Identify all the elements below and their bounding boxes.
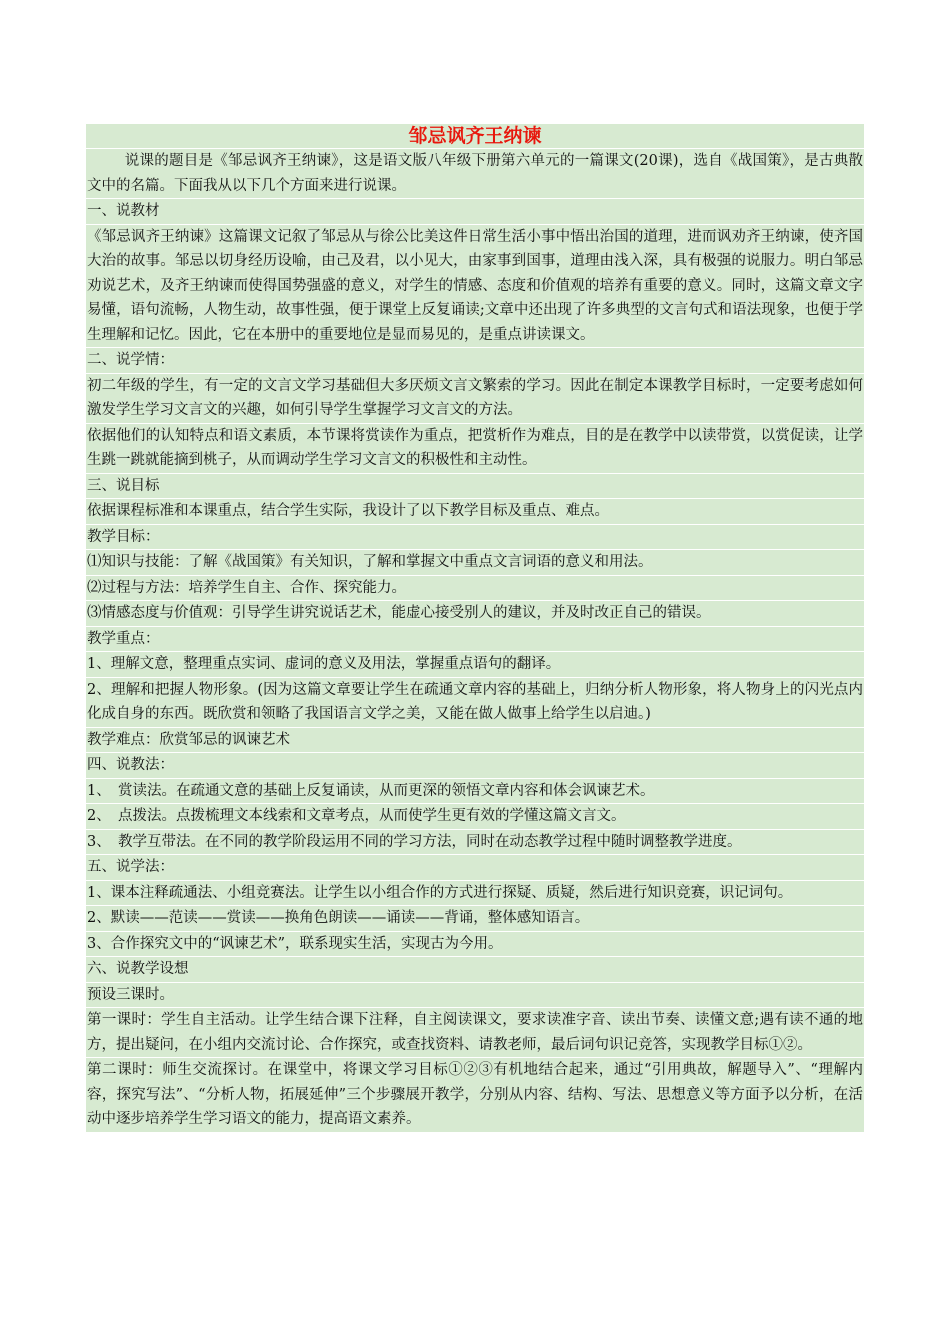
paragraph: 二、说学情： xyxy=(86,348,864,373)
paragraph: 依据课程标准和本课重点，结合学生实际，我设计了以下教学目标及重点、难点。 xyxy=(86,499,864,524)
paragraph: 说课的题目是《邹忌讽齐王纳谏》，这是语文版八年级下册第六单元的一篇课文(20课)，选自《战国策》，是古典散文中的名篇。下面我从以下几个方面来进行说课。 xyxy=(86,149,864,198)
paragraph: 教学难点：欣赏邹忌的讽谏艺术 xyxy=(86,728,864,753)
paragraph: 四、说教法： xyxy=(86,753,864,778)
paragraph: 教学目标： xyxy=(86,525,864,550)
paragraph: 依据他们的认知特点和语文素质，本节课将赏读作为重点，把赏析作为难点，目的是在教学中以读带赏，以赏促读，让学生跳一跳就能摘到桃子，从而调动学生学习文言文的积极性和主动性。 xyxy=(86,424,864,473)
paragraph: 3、 教学互带法。在不同的教学阶段运用不同的学习方法，同时在动态教学过程中随时调整教学进度。 xyxy=(86,830,864,855)
paragraph: 第一课时：学生自主活动。让学生结合课下注释，自主阅读课文，要求读准字音、读出节奏、读懂文意;遇有读不通的地方，提出疑问，在小组内交流讨论、合作探究，或查找资料、请教老师，最后词句识记竞答，实现教学目标①②。 xyxy=(86,1008,864,1057)
paragraph: 《邹忌讽齐王纳谏》这篇课文记叙了邹忌从与徐公比美这件日常生活小事中悟出治国的道理，进而讽劝齐王纳谏，使齐国大治的故事。邹忌以切身经历设喻，由己及君，以小见大，由家事到国事，道理由浅入深，具有极强的说服力。明白邹忌劝说艺术，及齐王纳谏而使得国势强盛的意义，对学生的情感、态度和价值观的培养有重要的意义。同时，这篇文章文字易懂，语句流畅，人物生动，故事性强，便于课堂上反复诵读;文章中还出现了许多典型的文言句式和语法现象，也便于学生理解和记忆。因此，它在本册中的重要地位是显而易见的，是重点讲读课文。 xyxy=(86,225,864,348)
paragraph: 第二课时：师生交流探讨。在课堂中，将课文学习目标①②③有机地结合起来，通过“引用典故，解题导入”、“理解内容，探究写法”、“分析人物，拓展延伸”三个步骤展开教学，分别从内容、结构、写法、思想意义等方面予以分析，在活动中逐步培养学生学习语文的能力，提高语文素养。 xyxy=(86,1058,864,1132)
paragraph: 五、说学法： xyxy=(86,855,864,880)
paragraph: ⑶情感态度与价值观：引导学生讲究说话艺术，能虚心接受别人的建议，并及时改正自己的错误。 xyxy=(86,601,864,626)
document-title: 邹忌讽齐王纳谏 xyxy=(86,124,864,148)
paragraph: 初二年级的学生，有一定的文言文学习基础但大多厌烦文言文繁索的学习。因此在制定本课教学目标时，一定要考虑如何激发学生学习文言文的兴趣，如何引导学生掌握学习文言文的方法。 xyxy=(86,374,864,423)
paragraph: 3、合作探究文中的“讽谏艺术”，联系现实生活，实现古为今用。 xyxy=(86,932,864,957)
paragraph: 教学重点： xyxy=(86,627,864,652)
paragraph: 三、说目标 xyxy=(86,474,864,499)
paragraph: 1、理解文意，整理重点实词、虚词的意义及用法，掌握重点语句的翻译。 xyxy=(86,652,864,677)
paragraph: 2、理解和把握人物形象。(因为这篇文章要让学生在疏通文章内容的基础上，归纳分析人物形象，将人物身上的闪光点内化成自身的东西。既欣赏和领略了我国语言文学之美，又能在做人做事上给学生以启迪。) xyxy=(86,678,864,727)
paragraph: 六、说教学设想 xyxy=(86,957,864,982)
paragraph: 预设三课时。 xyxy=(86,983,864,1008)
document-body xyxy=(86,149,864,1132)
paragraph: 1、课本注释疏通法、小组竞赛法。让学生以小组合作的方式进行探疑、质疑，然后进行知识竞赛，识记词句。 xyxy=(86,881,864,906)
paragraph: ⑵过程与方法：培养学生自主、合作、探究能力。 xyxy=(86,576,864,601)
paragraph: 2、默读——范读——赏读——换角色朗读——诵读——背诵，整体感知语言。 xyxy=(86,906,864,931)
paragraph: 1、 赏读法。在疏通文意的基础上反复诵读，从而更深的领悟文章内容和体会讽谏艺术。 xyxy=(86,779,864,804)
paragraph: 2、 点拨法。点拨梳理文本线索和文章考点，从而使学生更有效的学懂这篇文言文。 xyxy=(86,804,864,829)
document-page xyxy=(86,124,864,1133)
paragraph: 一、说教材 xyxy=(86,199,864,224)
paragraph: ⑴知识与技能：了解《战国策》有关知识，了解和掌握文中重点文言词语的意义和用法。 xyxy=(86,550,864,575)
